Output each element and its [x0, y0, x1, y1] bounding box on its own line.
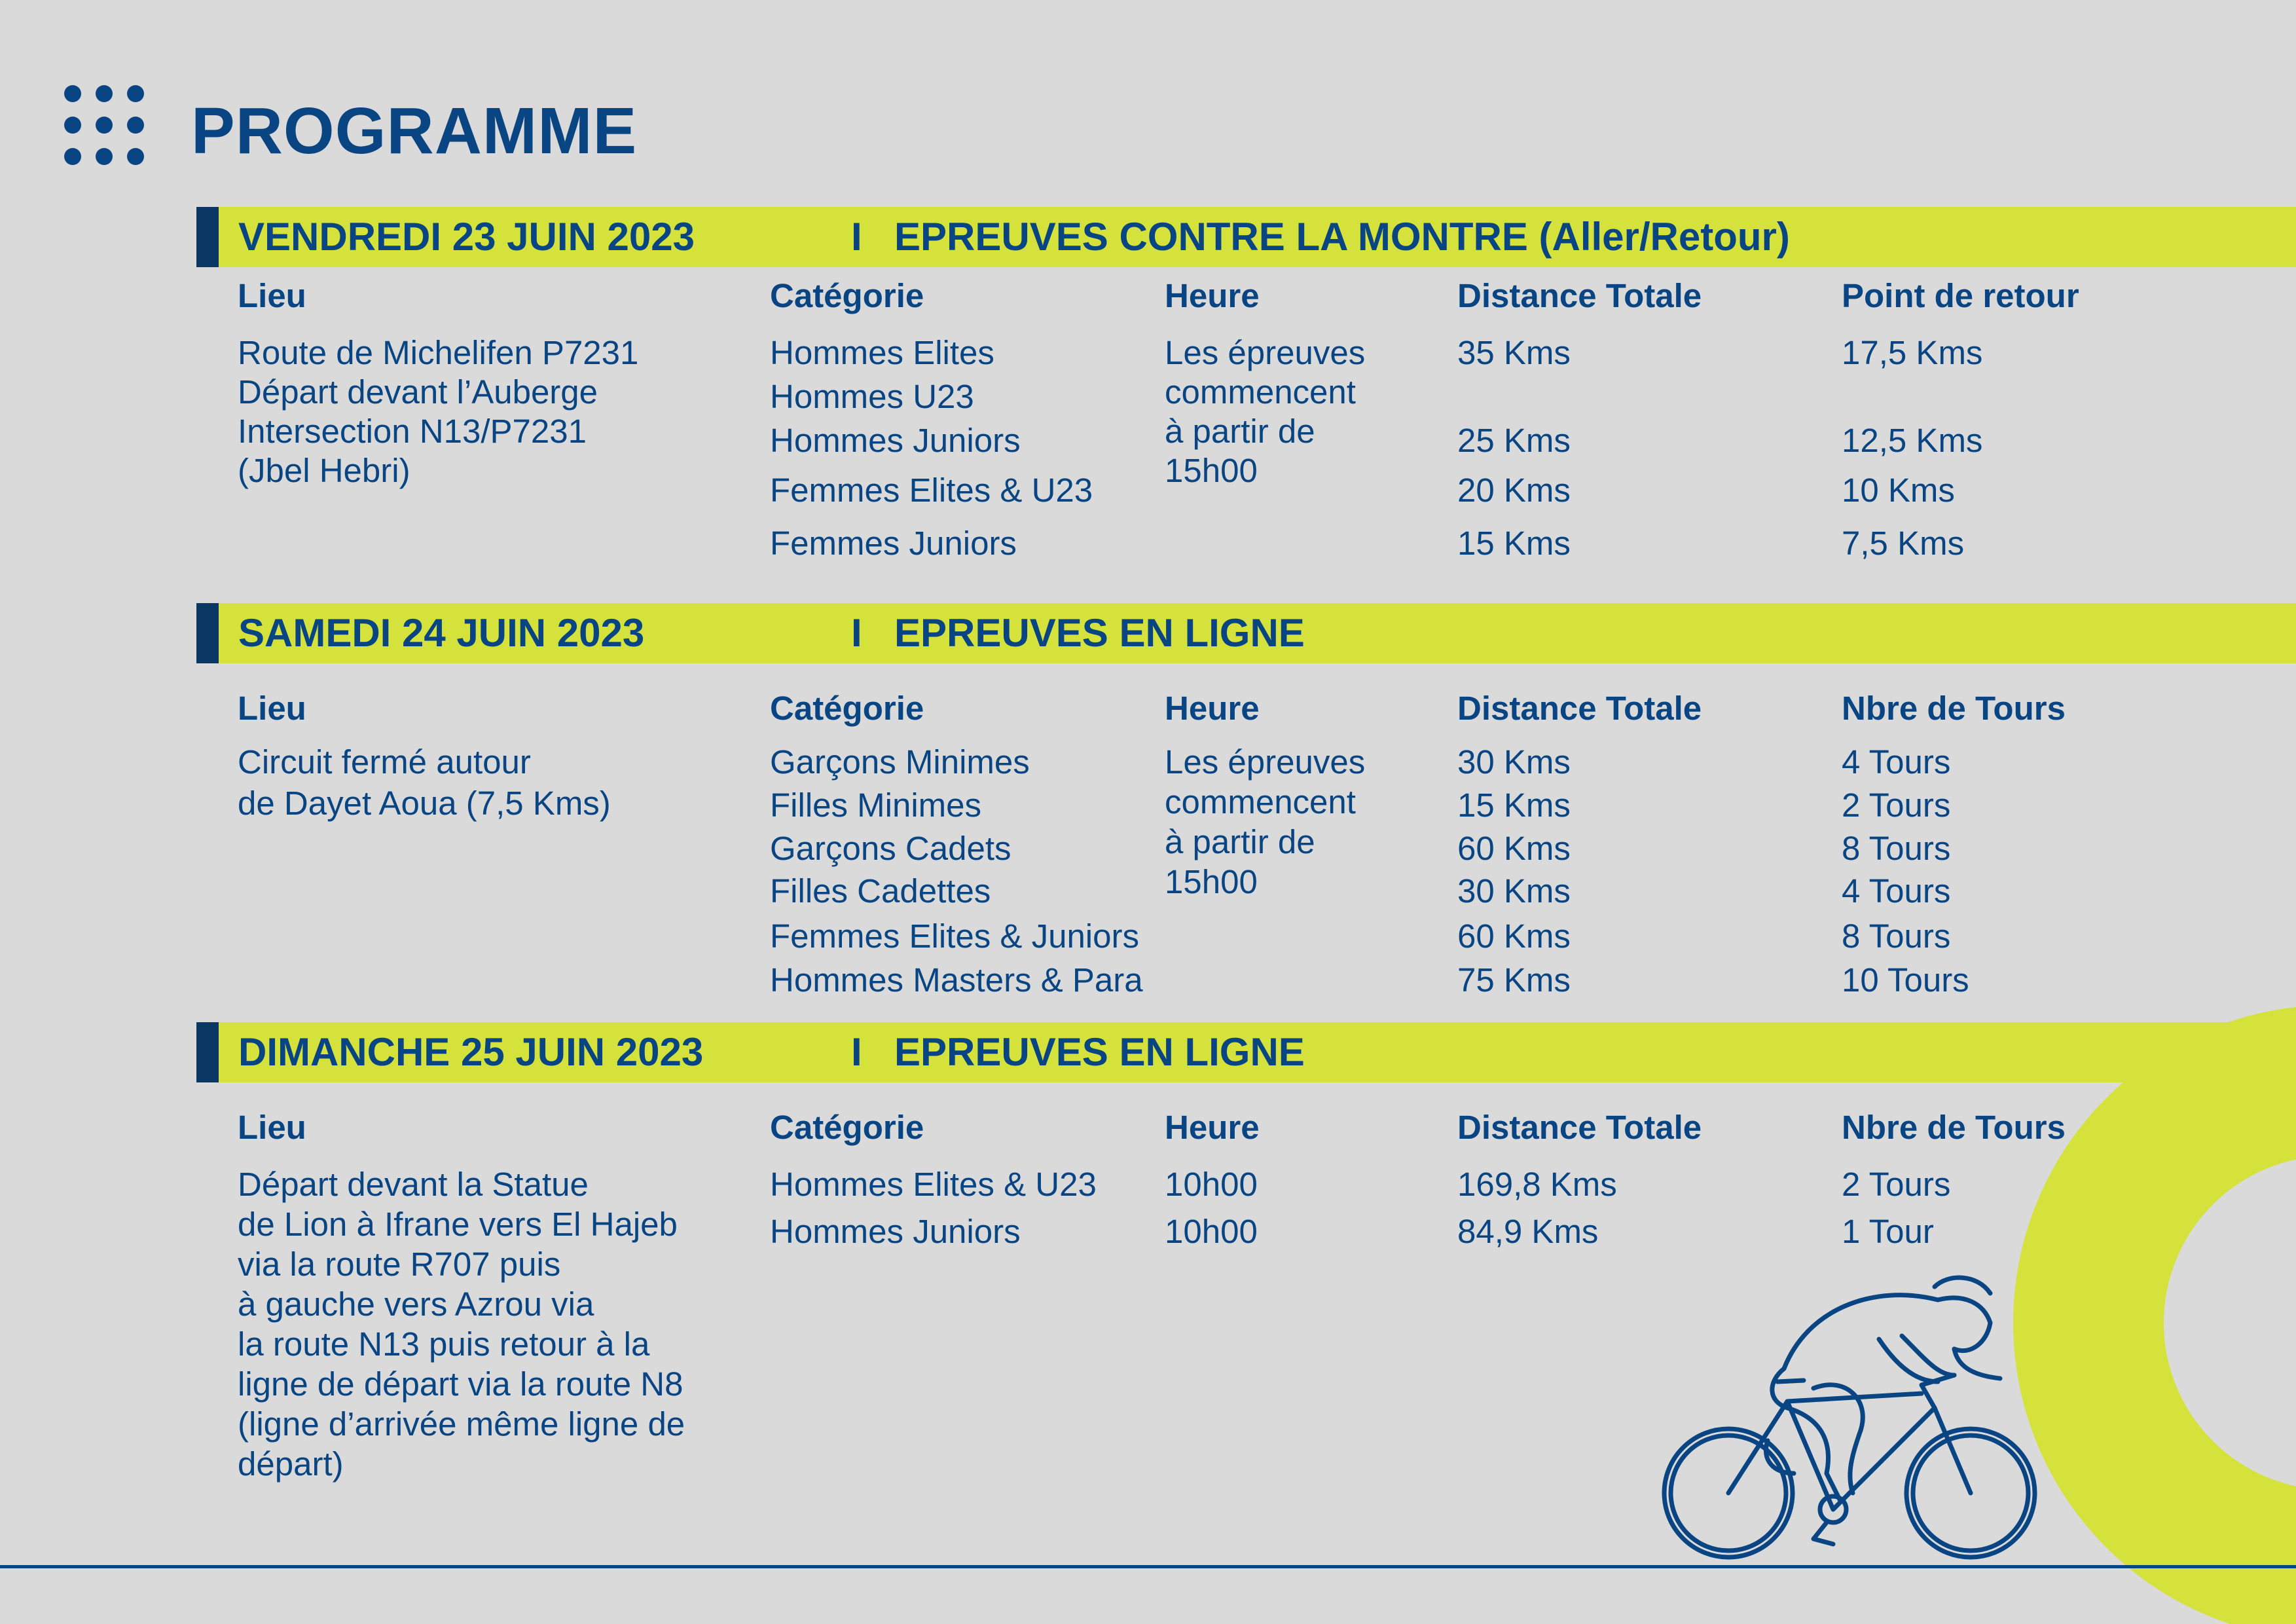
heure-line: à partir de — [1165, 413, 1315, 450]
section-marker — [196, 207, 219, 267]
cyclist-illustration — [1664, 1278, 2035, 1557]
tours-cell: 4 Tours — [1842, 872, 1951, 910]
tours-cell: 2 Tours — [1842, 786, 1951, 824]
category-cell: Femmes Elites & Juniors — [770, 917, 1139, 955]
section-marker — [196, 603, 219, 663]
tours-cell: 4 Tours — [1842, 743, 1951, 781]
column-header-distance: Distance Totale — [1457, 277, 1702, 314]
section-event: EPREUVES EN LIGNE — [894, 611, 1305, 655]
column-header-categorie: Catégorie — [770, 690, 924, 727]
distance-cell: 30 Kms — [1457, 743, 1571, 781]
category-cell: Hommes Elites & U23 — [770, 1166, 1097, 1203]
lieu-line: départ) — [238, 1445, 344, 1483]
column-header-nbre-tours: Nbre de Tours — [1842, 690, 2066, 727]
lieu-line: Circuit fermé autour — [238, 743, 531, 781]
tours-cell: 1 Tour — [1842, 1213, 1934, 1250]
distance-cell: 60 Kms — [1457, 917, 1571, 955]
distance-cell: 25 Kms — [1457, 422, 1571, 459]
distance-cell: 84,9 Kms — [1457, 1213, 1599, 1250]
lieu-line: Départ devant la Statue — [238, 1166, 589, 1203]
lieu-line: ligne de départ via la route N8 — [238, 1365, 683, 1403]
distance-cell: 15 Kms — [1457, 786, 1571, 824]
heure-cell: 10h00 — [1165, 1166, 1258, 1203]
section-separator: I — [851, 611, 862, 655]
section-separator: I — [851, 215, 862, 259]
section-marker — [196, 1022, 219, 1082]
distance-cell: 60 Kms — [1457, 830, 1571, 867]
return-point-cell: 10 Kms — [1842, 471, 1955, 509]
section-separator: I — [851, 1030, 862, 1074]
return-point-cell: 7,5 Kms — [1842, 525, 1965, 562]
column-header-heure: Heure — [1165, 277, 1260, 314]
column-header-lieu: Lieu — [238, 690, 306, 727]
column-header-distance: Distance Totale — [1457, 1109, 1702, 1146]
return-point-cell: 17,5 Kms — [1842, 334, 1983, 371]
heure-line: Les épreuves — [1165, 334, 1366, 371]
heure-line: à partir de — [1165, 823, 1315, 860]
page-title: PROGRAMME — [191, 94, 638, 168]
section-day: VENDREDI 23 JUIN 2023 — [238, 215, 695, 259]
category-cell: Hommes Elites — [770, 334, 994, 371]
distance-cell: 30 Kms — [1457, 872, 1571, 910]
lieu-line: la route N13 puis retour à la — [238, 1325, 650, 1363]
category-cell: Hommes Juniors — [770, 422, 1021, 459]
section-header-friday — [196, 207, 2296, 267]
column-header-lieu: Lieu — [238, 1109, 306, 1146]
heure-line: Les épreuves — [1165, 743, 1366, 781]
lieu-line: de Dayet Aoua (7,5 Kms) — [238, 784, 611, 822]
distance-cell: 20 Kms — [1457, 471, 1571, 509]
column-header-heure: Heure — [1165, 690, 1260, 727]
section-day: DIMANCHE 25 JUIN 2023 — [238, 1030, 704, 1074]
section-event: EPREUVES EN LIGNE — [894, 1030, 1305, 1074]
category-cell: Femmes Elites & U23 — [770, 471, 1093, 509]
category-cell: Hommes Juniors — [770, 1213, 1021, 1250]
distance-cell: 169,8 Kms — [1457, 1166, 1617, 1203]
heure-cell: 10h00 — [1165, 1213, 1258, 1250]
heure-line: 15h00 — [1165, 863, 1258, 900]
tours-cell: 8 Tours — [1842, 917, 1951, 955]
column-header-heure: Heure — [1165, 1109, 1260, 1146]
section-event: EPREUVES CONTRE LA MONTRE (Aller/Retour) — [894, 215, 1790, 259]
column-header-distance: Distance Totale — [1457, 690, 1702, 727]
return-point-cell: 12,5 Kms — [1842, 422, 1983, 459]
column-header-lieu: Lieu — [238, 277, 306, 314]
heure-line: 15h00 — [1165, 452, 1258, 489]
distance-cell: 15 Kms — [1457, 525, 1571, 562]
lime-ring-shape — [2088, 1080, 2296, 1565]
category-cell: Garçons Minimes — [770, 743, 1030, 781]
tours-cell: 10 Tours — [1842, 961, 1969, 999]
category-cell: Garçons Cadets — [770, 830, 1011, 867]
lieu-line: (Jbel Hebri) — [238, 452, 410, 489]
category-cell: Hommes U23 — [770, 378, 974, 415]
column-header-point-retour: Point de retour — [1842, 277, 2079, 314]
heure-line: commencent — [1165, 783, 1356, 821]
lieu-line: Départ devant l’Auberge — [238, 373, 598, 411]
section-header-saturday — [196, 603, 2296, 663]
category-cell: Hommes Masters & Para — [770, 961, 1143, 999]
distance-cell: 35 Kms — [1457, 334, 1571, 371]
section-day: SAMEDI 24 JUIN 2023 — [238, 611, 645, 655]
category-cell: Femmes Juniors — [770, 525, 1017, 562]
category-cell: Filles Minimes — [770, 786, 982, 824]
column-header-categorie: Catégorie — [770, 1109, 924, 1146]
category-cell: Filles Cadettes — [770, 872, 991, 910]
tours-cell: 8 Tours — [1842, 830, 1951, 867]
dot-grid-icon — [64, 85, 144, 165]
section-header-sunday — [196, 1022, 2296, 1082]
lieu-line: Intersection N13/P7231 — [238, 413, 587, 450]
lieu-line: (ligne d’arrivée même ligne de — [238, 1405, 685, 1443]
lieu-line: Route de Michelifen P7231 — [238, 334, 639, 371]
tours-cell: 2 Tours — [1842, 1166, 1951, 1203]
lieu-line: à gauche vers Azrou via — [238, 1285, 594, 1323]
distance-cell: 75 Kms — [1457, 961, 1571, 999]
heure-line: commencent — [1165, 373, 1356, 411]
bottom-rule — [0, 1565, 2296, 1568]
column-header-categorie: Catégorie — [770, 277, 924, 314]
column-header-nbre-tours: Nbre de Tours — [1842, 1109, 2066, 1146]
lieu-line: de Lion à Ifrane vers El Hajeb — [238, 1206, 678, 1243]
lieu-line: via la route R707 puis — [238, 1246, 561, 1283]
